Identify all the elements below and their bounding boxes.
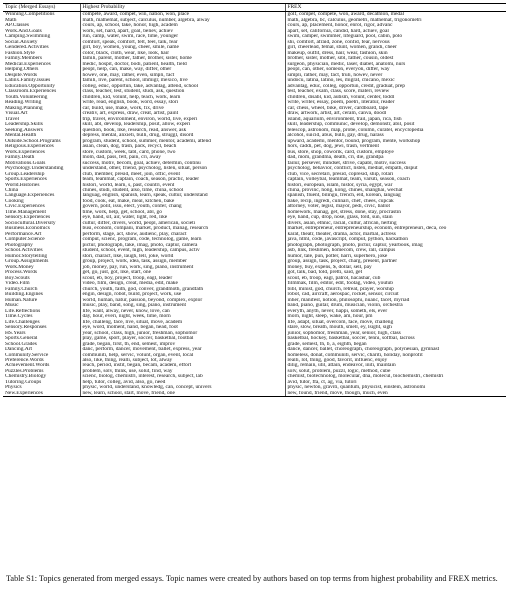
frex-cell: avid, tutor, ffa, ct, ag, via, tutori (285, 380, 506, 385)
topic-cell: Work.And.Goals (5, 28, 42, 34)
highest-probability-cell: time, work, help, get, school, abl, go (80, 210, 285, 215)
topic-cell: Religious.Experiences (5, 144, 54, 150)
topic-cell: HS.Years (5, 330, 26, 336)
topic-cell: Work.Experiences (5, 149, 45, 155)
topic-cell: Helping.Others (5, 67, 39, 73)
highest-probability-cell: scout, eb, boy, project, troop, eagl, leader (80, 276, 285, 281)
topics-table-container (3, 3, 506, 397)
highest-probability-cell: life, challeng, face, live, situat, move, academ (80, 320, 285, 325)
frex-cell: band, piano, guitar, drum, musician, violin, orchestra (285, 303, 506, 308)
frex-cell: chemist, biotechnolog, molecular, dna, molecul, biochemistri, chemistri (285, 374, 506, 379)
highest-probability-cell: year, school, class, high, junior, freshman, sophomor (80, 331, 285, 336)
highest-probability-cell: write, read, english, book, word, essay, stori (80, 100, 285, 105)
highest-probability-cell: grade, began, first, th, end, semest, improv (80, 342, 285, 347)
topic-cell: Process.Words (5, 270, 38, 276)
frex-cell: children, disabl, kid, autism, volunt, center, toddl (285, 95, 506, 100)
topic-cell: Puzzles.Problems (5, 368, 44, 374)
topic-cell: Outside.School.Programs (5, 138, 61, 144)
topic-cell: Performance.Art (5, 231, 42, 237)
topic-cell: Group.Leadership (5, 171, 45, 177)
topic-cell: Life.Challenges (5, 319, 40, 325)
highest-probability-cell: cultur, differ, divers, world, peopl, american, societi (80, 221, 285, 226)
frex-cell: dance, dancer, ballet, choreograph, choreograph, polynesian, gymnast (285, 347, 506, 352)
topic-cell: Humor.Storytelling (5, 253, 48, 259)
highest-probability-cell: eye, word, moment, hand, began, head, foot (80, 325, 285, 330)
frex-cell: attorney, voter, legisl, mayor, pedi, civic, ballot (285, 204, 506, 209)
frex-cell: karat, theatr, theater, drama, actor, martial, actress (285, 232, 506, 237)
highest-probability-cell: creativ, art, express, draw, creat, artist, paint (80, 111, 285, 116)
table-header (3, 4, 506, 12)
highest-probability-cell: food, cook, eat, make, meal, kitchen, bake (80, 199, 285, 204)
frex-cell: cours, ap, placement, honor, enrol, rigor, advanc (285, 23, 506, 28)
highest-probability-cell: eye, hand, sit, air, water, light, red, like (80, 215, 285, 220)
topic-cell: Building.Engines (5, 292, 43, 298)
highest-probability-cell: club, member, presid, meet, join, offic, event (80, 172, 285, 177)
highest-probability-cell: pictur, photograph, take, imag, photo, captur, camera (80, 243, 285, 248)
topic-cell: Reading.Writing (5, 100, 42, 106)
frex-cell: life, adapt, situat, overcom, face, move, challeng (285, 320, 506, 325)
highest-probability-cell: compete, award, compet, win, nation, won, place (80, 12, 285, 18)
topic-cell: Family.Members (5, 56, 42, 62)
frex-cell: new, found, friend, move, though, much, even (285, 391, 506, 397)
frex-cell: histori, european, islam, histor, syria, egypt, war (285, 183, 506, 188)
frex-cell: car, chess, wheel, bike, driver, cardboard, tape (285, 106, 506, 111)
highest-probability-cell: depress, mental, anxieti, bulli, drug, struggl, disord (80, 133, 285, 138)
topic-cell: Fashion.Style (5, 50, 35, 56)
frex-cell: junior, sophomor, freshman, year, senior, high, class (285, 331, 506, 336)
frex-cell: skill, leadership, communic, develop, demonstr, abil, posit (285, 122, 506, 127)
frex-cell: upward, academi, mentor, bound, program, mente, workshop (285, 139, 506, 144)
highest-probability-cell: colleg, educ, opportun, take, advantag, attend, school (80, 84, 285, 89)
topic-cell: Tutoring.Groups (5, 379, 42, 385)
topic-cell: Language.Experiences (5, 193, 55, 199)
highest-probability-cell: help, tutor, colleg, avid, also, go, need (80, 380, 285, 385)
topic-cell: Camping.Swimming (5, 34, 51, 40)
topic-cell: Sports.Experiences (5, 177, 47, 183)
topic-cell: Visual.Art (5, 111, 28, 117)
topic-cell: School.Grades (5, 341, 37, 347)
highest-probability-cell: medic, hospit, doctor, bodi, patient, health, field (80, 62, 285, 67)
highest-probability-cell: mom, dad, pass, felt, pain, cri, away (80, 155, 285, 160)
frex-cell: solv, solut, problem, puzzl, logic, method, cube (285, 369, 506, 374)
topic-cell: School.Activities (5, 248, 43, 254)
frex-cell: hors, caddi, pet, dog, jewi, trash, vertment (285, 144, 506, 149)
highest-probability-cell: program, student, school, summer, mentor, academi, attend (80, 139, 285, 144)
header-highest-probability: Highest Probability (80, 4, 285, 12)
topics-table (3, 3, 506, 397)
topic-cell: China (5, 187, 18, 193)
frex-cell: undocu, latina, latino, les, migrat, chicano, mexic (285, 78, 506, 83)
frex-cell: alcohol, suicid, abus, bulli, gay, drug, harass (285, 133, 506, 138)
topic-cell: Work.Money (5, 264, 34, 270)
highest-probability-cell: famili, parent, mother, father, brother, sister, home (80, 56, 285, 61)
highest-probability-cell: physic, world, understand, knowledg, can, concept, univers (80, 385, 285, 390)
topic-cell: Mental.Health (5, 133, 37, 139)
frex-cell: robot, cad, aircraft, aerospac, rocket, sensor, circuit (285, 292, 506, 297)
highest-probability-cell: math, mathemat, subject, calculus, number, algebra, alway (80, 18, 285, 23)
frex-cell: bake, recip, ingredi, culinari, chef, chees, cupcak (285, 199, 506, 204)
frex-cell: swim, camper, swimmer, lifeguard, pool, cabin, polo (285, 34, 506, 39)
frex-cell: peopl, can, other, someon, everyon, differ, way (285, 67, 506, 72)
frex-cell: telescop, astronom, map, probe, column, curatel, encyclopedia (285, 128, 506, 133)
frex-cell: physic, newton, graviti, quantum, physicist, einstein, astronomi (285, 385, 506, 390)
highest-probability-cell: comfort, speak, comfort, felt, feel, talk, fear (80, 40, 285, 45)
frex-cell: stare, slow, breath, mouth, smell, ey, lsight, sigh (285, 325, 506, 330)
topic-cell: Sociocultural.Diversity (5, 220, 56, 226)
topic-cell: Classroom.Experiences (5, 89, 57, 95)
frex-cell: bus, store, shop, coworik, card, custom, employe (285, 150, 506, 155)
highest-probability-cell: success, motiv, becom, goal, achiev, determin, continu (80, 161, 285, 166)
topic-cell: Boy.Scouts (5, 275, 30, 281)
topic-cell: New.Experiences (3, 391, 80, 397)
highest-probability-cell: student, school, event, high, leadership, campus, activ (80, 248, 285, 253)
frex-cell: apart, set, california, candid, hard, achiev, goal (285, 29, 506, 34)
highest-probability-cell: languag, english, spanish, learn, speak, cultur, understand (80, 193, 285, 198)
frex-cell: shi, comfort, afraid, zone, confid, fear, nervous (285, 40, 506, 45)
frex-cell: dilig, remain, util, attain, endeavor, initi, maintain (285, 363, 506, 368)
highest-probability-cell: reach, period, instit, began, becam, academ, effort (80, 363, 285, 368)
frex-cell: dad, mom, grandma, death, cri, die, grandpa (285, 155, 506, 160)
highest-probability-cell: job, money, pay, run, work, sing, piano, instrument (80, 265, 285, 270)
topic-cell: Time.Management (5, 209, 47, 215)
highest-probability-cell: communiti, help, servic, volunt, organ, event, local (80, 353, 285, 358)
frex-cell: island, aquarium, environment, trail, japan, rica, fish (285, 117, 506, 122)
frex-cell: simpli, rather, may, fact, truli, howev, never (285, 73, 506, 78)
frex-cell: draw, artwork, artist, art, ceram, canva, doodl (285, 111, 506, 116)
highest-probability-cell: run, camp, water, swim, race, time, younger (80, 34, 285, 39)
frex-cell: spanish, fluent, bilingu, french, eld, korean, languag (285, 193, 506, 198)
topic-cell: Winning.Competitions (5, 11, 55, 18)
topic-cell: Medical.Experiences (5, 61, 51, 67)
frex-cell: got, talk, bad, told, pretti, said, get (285, 270, 506, 275)
topic-cell: Sports.General (5, 336, 38, 342)
topic-cell: Civic.Experiences (5, 204, 45, 210)
frex-cell: golf, compet, compete, won, award, decathlon, medal (285, 12, 506, 18)
frex-cell: math, algebra, bc, calculus, geometri, mathemat, trigonometri (285, 18, 506, 23)
topic-cell: Community.Service (5, 352, 49, 358)
topic-cell: Preference.Words (5, 358, 44, 363)
topic-cell: Leadership.Skills (5, 122, 43, 128)
topic-cell: Cooking (5, 198, 24, 204)
highest-probability-cell: new, learn, school, start, move, friend, one (80, 391, 285, 397)
frex-cell: advantag, educ, colleg, opportun, credit, graduat, prep (285, 84, 506, 89)
highest-probability-cell: scienc, biolog, chemistri, interest, research, subject, lab (80, 374, 285, 379)
highest-probability-cell: team, teammat, captain, coach, season, practic, leader (80, 177, 285, 182)
highest-probability-cell: music, play, band, song, sing, piano, instrument (80, 303, 285, 308)
highest-probability-cell: danc, perform, dancer, movement, ballet, express, year (80, 347, 285, 352)
highest-probability-cell: group, project, work, idea, task, assign, member (80, 259, 285, 264)
topic-cell: Gendered.Activities (5, 45, 49, 51)
frex-cell: humor, tale, pun, potter, harri, superhero, joke (285, 254, 506, 259)
topic-cell: Photography (5, 242, 33, 248)
frex-cell: morn, night, sleep, wake, am, hour, pm (285, 314, 506, 319)
highest-probability-cell: busi, econom, compani, market, product, manag, research (80, 226, 285, 231)
highest-probability-cell: engin, design, robot, build, project, work, use (80, 292, 285, 297)
frex-cell: photograph, photograph, photo, pictur, captur, yearbook, imag (285, 243, 506, 248)
frex-cell: club, vice, secretari, presid, copresid, ship, rotari (285, 172, 506, 177)
highest-probability-cell: life, want, alway, never, know, love, can (80, 309, 285, 314)
frex-cell: test, teacher, exam, class, score, materi, review (285, 89, 506, 94)
frex-cell: homework, manag, get, stress, done, stay, procrastin (285, 210, 506, 215)
highest-probability-cell: work, set, hard, apart, goal, believ, achiev (80, 29, 285, 34)
frex-cell: market, entrepreneur, entrepreneurship, econom, entrepreneuri, deca, ceo (285, 226, 506, 231)
topic-cell: Social.Anxiety (5, 39, 38, 45)
highest-probability-cell: car, build, use, make, work, fix, drive (80, 106, 285, 111)
highest-probability-cell: asian, clean, dog, trash, pack, recycl, beach (80, 144, 285, 149)
topic-cell: AP.Classes (5, 23, 30, 29)
frex-cell: java, html, code, javascript, comput, python, hackathon (285, 237, 506, 242)
topic-cell: Travel (5, 116, 19, 122)
frex-cell: surgeon, physician, medic, laser, diabet, anatomi, nurs (285, 62, 506, 67)
highest-probability-cell: understand, other, friend, psycholog, listen, situat, person (80, 166, 285, 171)
frex-cell: asb, link, freshmen, homecom, crew, rall, campus (285, 248, 506, 253)
frex-cell: scout, eb, troop, eagl, patrol, hacashar, cub (285, 276, 506, 281)
topic-cell: Youth.Volunteering (5, 94, 48, 100)
topic-cell: Human.Nature (5, 297, 38, 303)
frex-cell: filmmak, film, editor, edit, footag, video, youtub (285, 281, 506, 286)
topic-cell: Math (5, 17, 17, 23)
topic-cell: World.Histories (5, 182, 40, 188)
topic-cell: Life.Reflections (5, 308, 41, 314)
topic-cell: Latinx.Family.Issues (5, 78, 51, 84)
topic-cell: Time.Cycles (5, 314, 33, 320)
highest-probability-cell: store, custom, week, tabl, card, phone, two (80, 150, 285, 155)
frex-cell: everyth, anyth, never, happi, someth, els, ever (285, 309, 506, 314)
highest-probability-cell: comput, scienc, program, code, technolog, game, learn (80, 237, 285, 242)
highest-probability-cell: perform, stage, act, show, audienc, play, charact (80, 232, 285, 237)
highest-probability-cell: play, game, sport, player, soccer, basketbal, footbal (80, 336, 285, 341)
header-row (3, 4, 506, 12)
highest-probability-cell: trip, travel, environment, environ, world, live, experi (80, 117, 285, 122)
frex-cell: girl, cheerlead, femal, stunt, women, grandi, cheer (285, 45, 506, 50)
topic-cell: Psychology.Understanding (5, 166, 64, 172)
highest-probability-cell: problem, solv, think, use, solut, find, way (80, 369, 285, 374)
highest-probability-cell: famili, live, parent, school, immigr, mexico, live (80, 78, 285, 83)
topic-cell: Business.Economics (5, 226, 50, 232)
highest-probability-cell: girl, boy, women, young, cheer, smile, name (80, 45, 285, 50)
topic-cell: Motivations.Goals (5, 160, 46, 166)
frex-cell: china, provinc, hong, kong, chines, shanghai, wechat (285, 188, 506, 193)
frex-cell: basketbal, hockey, basketbal, soccer, tenni, softbal, lacross (285, 336, 506, 341)
highest-probability-cell: chines, studi, student, also, time, china, school (80, 188, 285, 193)
table-caption: Table S1: Topics generated from merged essays. Topic names were created by authors based on top terms from highest probability and FREX metrics. (6, 574, 498, 583)
highest-probability-cell: class, teacher, test, student, studi, ask, question (80, 89, 285, 94)
frex-cell: bibl, minist, god, church, retreat, prayer, worship (285, 287, 506, 292)
topic-cell: Making.Planning (5, 105, 43, 111)
frex-cell: divers, asian, ethnic, racial, cultur, african, herting (285, 221, 506, 226)
highest-probability-cell: govern, polit, issu, elect, youth, confer, chang (80, 204, 285, 209)
topic-cell: Chemistry.Biology (5, 374, 47, 380)
frex-cell: captain, volleybal, teammat, team, varsiti, season, coach (285, 177, 506, 182)
topic-cell: Sensory.Responses (5, 325, 47, 331)
table-row (3, 391, 506, 397)
frex-cell: homeless, donat, communiti, servic, chariti, holiday, nonprofit (285, 353, 506, 358)
topic-cell: Group.Assignments (5, 259, 49, 265)
topic-cell: Music (5, 303, 19, 309)
highest-probability-cell: get, go, just, got, like, start, one (80, 270, 285, 275)
frex-cell: realli, lot, thing, good, favorit, influenc, enjoy (285, 358, 506, 363)
highest-probability-cell: children, kid, volunt, help, teach, work, learn (80, 95, 285, 100)
highest-probability-cell: skill, abl, develop, leadership, posit, allow, experi (80, 122, 285, 127)
highest-probability-cell: question, book, like, research, read, answer, ask (80, 128, 285, 133)
topic-cell: Education.Opportunity (5, 83, 55, 89)
highest-probability-cell: video, film, design, creat, media, edit, make (80, 281, 285, 286)
frex-cell: grade, semest, th, b, a, eighth, began (285, 342, 506, 347)
highest-probability-cell: stori, charact, like, laugh, tell, joke, world (80, 254, 285, 259)
highest-probability-cell: cours, ap, school, take, honor, high, academ (80, 23, 285, 28)
header-topic: Topic (Merged Essays) (3, 4, 80, 12)
topic-cell: Family.Death (5, 155, 35, 161)
topic-cell: Achievement.Words (5, 363, 50, 369)
topic-cell: Computer.Science (5, 237, 45, 243)
header-frex: FREX (285, 4, 506, 12)
topic-cell: Seeking.Answers (5, 127, 43, 133)
topic-cell: Family.Church (5, 286, 38, 292)
highest-probability-cell: peopl, help, can, make, way, differ, other (80, 67, 285, 72)
highest-probability-cell: church, youth, faith, god, conver, grandmoth, grandfath (80, 287, 285, 292)
frex-cell: money, buy, expens, $, dollar, sell, pay (285, 265, 506, 270)
frex-cell: group, assign, task, project, charg, present, partner (285, 259, 506, 264)
topic-cell: Dancing.Art (5, 347, 33, 353)
highest-probability-cell: histori, world, learn, s, past, countri, event (80, 183, 285, 188)
highest-probability-cell: world, human, natur, passion, beyond, complex, explor (80, 298, 285, 303)
table-body (3, 12, 506, 397)
frex-cell: psycholog, behavior, conflict, listen, mediat, empath, disput (285, 166, 506, 171)
highest-probability-cell: day, hour, everi, night, week, time, morn (80, 314, 285, 319)
highest-probability-cell: also, like, thing, realli, subject, lot, alway (80, 358, 285, 363)
frex-cell: inher, manifest, notion, philosophi, nuanc, facet, myriad (285, 298, 506, 303)
topic-cell: Sensory.Experiences (5, 215, 51, 221)
frex-cell: failur, persever, mindset, strive, capabl, motiv, success (285, 161, 506, 166)
frex-cell: makeup, outfit, dress, hair, wear, fashion, skin (285, 51, 506, 56)
highest-probability-cell: howev, one, may, rather, even, simpli, fact (80, 73, 285, 78)
topic-cell: Physics (5, 385, 22, 391)
topic-cell: Video.Film (5, 281, 30, 287)
frex-cell: brother, sister, mother, sibl, father, cousin, oldest (285, 56, 506, 61)
frex-cell: write, writer, essay, poem, poetri, literatur, reader (285, 100, 506, 105)
topic-cell: Despite.Words (5, 72, 38, 78)
highest-probability-cell: color, black, cloth, wear, like, look, hair (80, 51, 285, 56)
frex-cell: eye, hand, cup, drop, nose, glass, fold, sun, stain (285, 215, 506, 220)
